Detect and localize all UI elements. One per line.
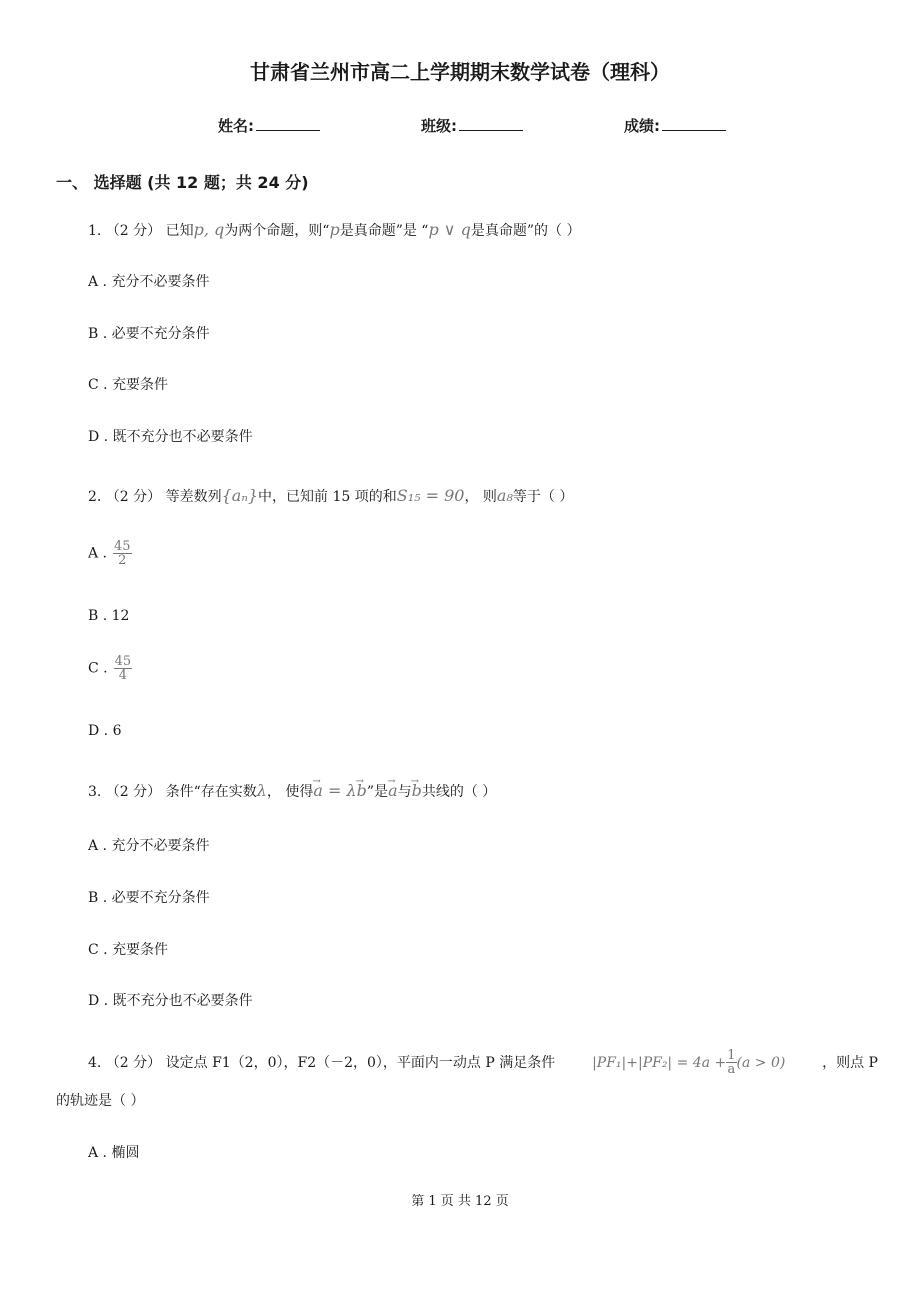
q3-option-a[interactable]: A . 充分不必要条件 bbox=[88, 838, 210, 854]
q4-math-fraction: $\frac{1}{a}$ bbox=[727, 1048, 736, 1077]
q2-option-c[interactable] bbox=[88, 655, 132, 682]
q2-option-c-label: C . bbox=[88, 660, 108, 677]
name-field bbox=[218, 115, 320, 136]
score-label: 成绩: bbox=[624, 117, 660, 135]
q2-text-2: ， 则 bbox=[464, 489, 497, 505]
q3-math-vec-b: → b bbox=[357, 781, 367, 801]
q2-option-c-fraction: $\frac{45}{4}$ bbox=[114, 654, 132, 683]
class-blank bbox=[459, 116, 523, 131]
q2-math-a8: a₈ bbox=[496, 486, 513, 505]
page-title: 甘肃省兰州市高二上学期期末数学试卷（理科） bbox=[250, 60, 670, 84]
q1-math-p-or-q: p ∨ q bbox=[428, 220, 471, 239]
q1-suffix: 是真命题”的（ ） bbox=[470, 223, 581, 239]
q1-text-2: 是真命题”是 “ bbox=[339, 223, 429, 239]
question-1 bbox=[88, 220, 580, 241]
q3-math-lambda: λ bbox=[256, 781, 267, 800]
name-label: 姓名: bbox=[218, 117, 254, 135]
q3-math-vec-a-2: → a bbox=[388, 781, 398, 801]
q2-option-a-fraction: $\frac{45}{2}$ bbox=[114, 539, 131, 568]
q3-text-3: 与 bbox=[397, 784, 412, 800]
q3-option-b[interactable]: B . 必要不充分条件 bbox=[88, 890, 210, 906]
q4-line-2: 的轨迹是（ ） bbox=[56, 1093, 145, 1109]
q4-math-lhs: |PF₁|+|PF₂| = 4a + bbox=[592, 1054, 727, 1071]
q3-suffix: 共线的（ ） bbox=[421, 784, 497, 800]
q1-option-b[interactable]: B . 必要不充分条件 bbox=[88, 326, 210, 342]
q1-text-1: 为两个命题，则“ bbox=[224, 223, 330, 239]
q2-option-d[interactable]: D . 6 bbox=[88, 723, 122, 739]
q2-math-sequence: {aₙ} bbox=[221, 486, 259, 505]
q3-option-d[interactable]: D . 既不充分也不必要条件 bbox=[88, 993, 253, 1009]
section-heading: 一、 选择题 (共 12 题；共 24 分) bbox=[56, 173, 309, 192]
q2-suffix: 等于（ ） bbox=[512, 489, 574, 505]
q3-math-eq: = λ bbox=[322, 781, 357, 800]
q3-prefix: 3. （2 分） 条件“存在实数 bbox=[88, 784, 257, 800]
q4-suffix: ，则点 P bbox=[822, 1054, 878, 1071]
q3-text-1: ， 使得 bbox=[266, 784, 314, 800]
q1-math-pq: p, q bbox=[193, 220, 225, 239]
question-2 bbox=[88, 486, 573, 507]
q2-prefix: 2. （2 分） 等差数列 bbox=[88, 489, 222, 505]
q2-option-a[interactable] bbox=[88, 540, 132, 567]
question-4 bbox=[88, 1049, 878, 1076]
q1-option-d[interactable]: D . 既不充分也不必要条件 bbox=[88, 429, 253, 445]
q1-option-c[interactable]: C . 充要条件 bbox=[88, 377, 169, 393]
q2-math-sum: S₁₅ = 90 bbox=[396, 486, 465, 505]
q3-text-2: ”是 bbox=[366, 784, 389, 800]
q1-option-a[interactable]: A . 充分不必要条件 bbox=[88, 274, 210, 290]
q1-math-p: p bbox=[329, 220, 340, 239]
score-field bbox=[624, 115, 726, 136]
q2-option-a-label: A . bbox=[88, 545, 108, 562]
score-blank bbox=[662, 116, 726, 131]
q3-math-vec-b-2: → b bbox=[412, 781, 422, 801]
q4-math-constraint: (a > 0) bbox=[736, 1054, 786, 1071]
class-label: 班级: bbox=[421, 117, 457, 135]
class-field bbox=[421, 115, 523, 136]
q3-option-c[interactable]: C . 充要条件 bbox=[88, 942, 169, 958]
q4-math-condition bbox=[592, 1049, 785, 1076]
q1-prefix: 1. （2 分） 已知 bbox=[88, 223, 194, 239]
q4-option-a[interactable]: A . 椭圆 bbox=[88, 1145, 140, 1161]
q4-prefix: 4. （2 分） 设定点 F1（2，0），F2（－2，0），平面内一动点 P 满足条件 bbox=[88, 1054, 556, 1071]
name-blank bbox=[256, 116, 320, 131]
question-3 bbox=[88, 781, 496, 802]
page-footer: 第 1 页 共 12 页 bbox=[411, 1194, 509, 1209]
q2-text-1: 中，已知前 15 项的和 bbox=[258, 489, 397, 505]
q3-math-vec-a: → a bbox=[313, 781, 323, 801]
q2-option-b[interactable]: B . 12 bbox=[88, 608, 130, 624]
